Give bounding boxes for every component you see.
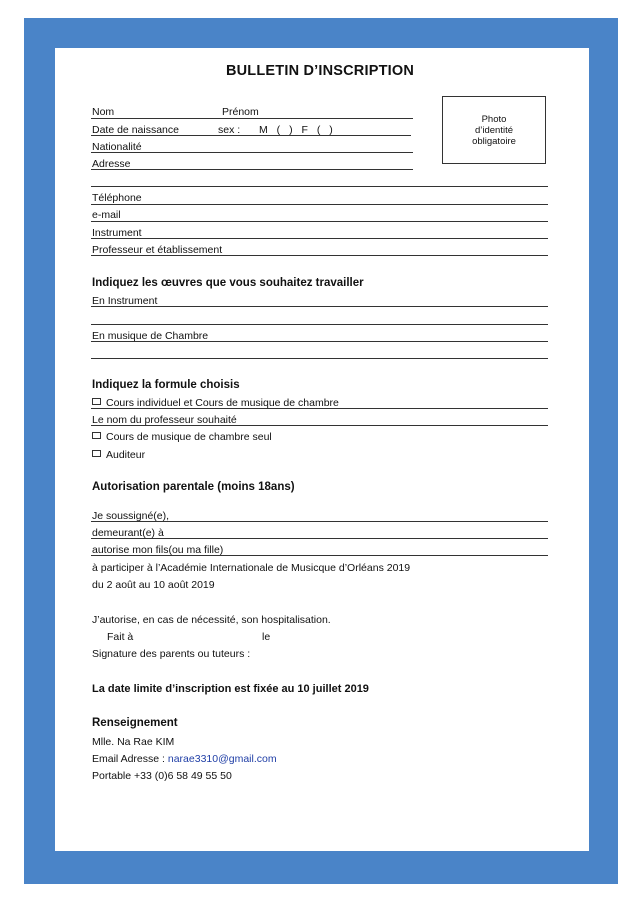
email-field-label: e-mail: [92, 209, 121, 221]
formule-heading: Indiquez la formule choisis: [92, 379, 240, 391]
form-title: BULLETIN D’INSCRIPTION: [225, 63, 415, 79]
date-naissance-line[interactable]: [91, 135, 411, 136]
contact-email-label: Email Adresse :: [92, 753, 165, 765]
demeurant-line[interactable]: [91, 538, 548, 539]
dates-text: du 2 août au 10 août 2019: [92, 579, 215, 591]
le-label: le: [262, 631, 271, 643]
formule-option-individuel-label: Cours individuel et Cours de musique de chambre: [106, 397, 339, 409]
professeur-label: Professeur et établissement: [92, 244, 223, 256]
date-naissance-label: Date de naissance: [92, 124, 179, 136]
hospitalisation-text: J’autorise, en cas de nécessité, son hospitalisation.: [92, 614, 331, 626]
demeurant-label: demeurant(e) à: [92, 527, 164, 539]
fait-a-label: Fait à: [107, 631, 134, 643]
nationalite-line[interactable]: [91, 152, 413, 153]
prenom-label: Prénom: [222, 106, 259, 118]
contact-portable: Portable +33 (0)6 58 49 55 50: [92, 770, 232, 782]
renseignement-heading: Renseignement: [92, 717, 178, 729]
professeur-souhaite-label: Le nom du professeur souhaité: [92, 414, 237, 426]
oeuvres-chambre-line-2[interactable]: [91, 358, 548, 359]
oeuvres-heading: Indiquez les œuvres que vous souhaitez travailler: [92, 277, 364, 289]
sexe-label: sex :: [218, 124, 241, 136]
checkbox-individuel[interactable]: [92, 398, 101, 405]
telephone-line[interactable]: [91, 204, 548, 205]
oeuvres-chambre-line[interactable]: [91, 341, 548, 342]
participer-text: à participer à l’Académie Internationale de Musicque d’Orléans 2019: [92, 562, 411, 574]
oeuvres-instrument-label: En Instrument: [92, 295, 158, 307]
email-line[interactable]: [91, 221, 548, 222]
autorise-label: autorise mon fils(ou ma fille): [92, 544, 224, 556]
oeuvres-chambre-label: En musique de Chambre: [92, 330, 209, 342]
signature-label: Signature des parents ou tuteurs :: [92, 648, 251, 660]
instrument-line[interactable]: [91, 238, 548, 239]
date-limite-text: La date limite d’inscription est fixée au 10 juillet 2019: [92, 683, 369, 695]
nom-label: Nom: [92, 106, 115, 118]
contact-name: Mlle. Na Rae KIM: [92, 736, 175, 748]
checkbox-auditeur[interactable]: [92, 450, 101, 457]
nationalite-label: Nationalité: [92, 141, 142, 153]
sexe-options[interactable]: M ( ) F ( ): [259, 124, 333, 136]
telephone-label: Téléphone: [92, 192, 142, 204]
contact-email-link[interactable]: narae3310@gmail.com: [167, 753, 277, 765]
oeuvres-instrument-line-2[interactable]: [91, 324, 548, 325]
formule-option-chambre[interactable]: [92, 431, 272, 443]
oeuvres-instrument-line[interactable]: [91, 306, 548, 307]
formule-option-auditeur[interactable]: [92, 449, 145, 461]
formule-option-chambre-label: Cours de musique de chambre seul: [106, 431, 272, 443]
adresse-label: Adresse: [92, 158, 131, 170]
professeur-souhaite-line[interactable]: [91, 425, 548, 426]
soussigne-line[interactable]: [91, 521, 548, 522]
formule-option-line: [91, 408, 548, 409]
soussigne-label: Je soussigné(e),: [92, 510, 170, 522]
autorise-line[interactable]: [91, 555, 548, 556]
instrument-label: Instrument: [92, 227, 142, 239]
professeur-line[interactable]: [91, 255, 548, 256]
autorisation-heading: Autorisation parentale (moins 18ans): [92, 481, 295, 493]
photo-label-3: obligatoire: [472, 136, 516, 147]
photo-box: [442, 96, 546, 164]
photo-label-2: d’identité: [474, 125, 514, 136]
adresse-line-2[interactable]: [91, 186, 548, 187]
photo-label: Photo: [481, 114, 507, 125]
checkbox-chambre[interactable]: [92, 432, 101, 439]
contact-email-row: [92, 753, 277, 765]
nom-line[interactable]: [91, 118, 413, 119]
adresse-line[interactable]: [91, 169, 413, 170]
formule-option-auditeur-label: Auditeur: [106, 449, 146, 461]
